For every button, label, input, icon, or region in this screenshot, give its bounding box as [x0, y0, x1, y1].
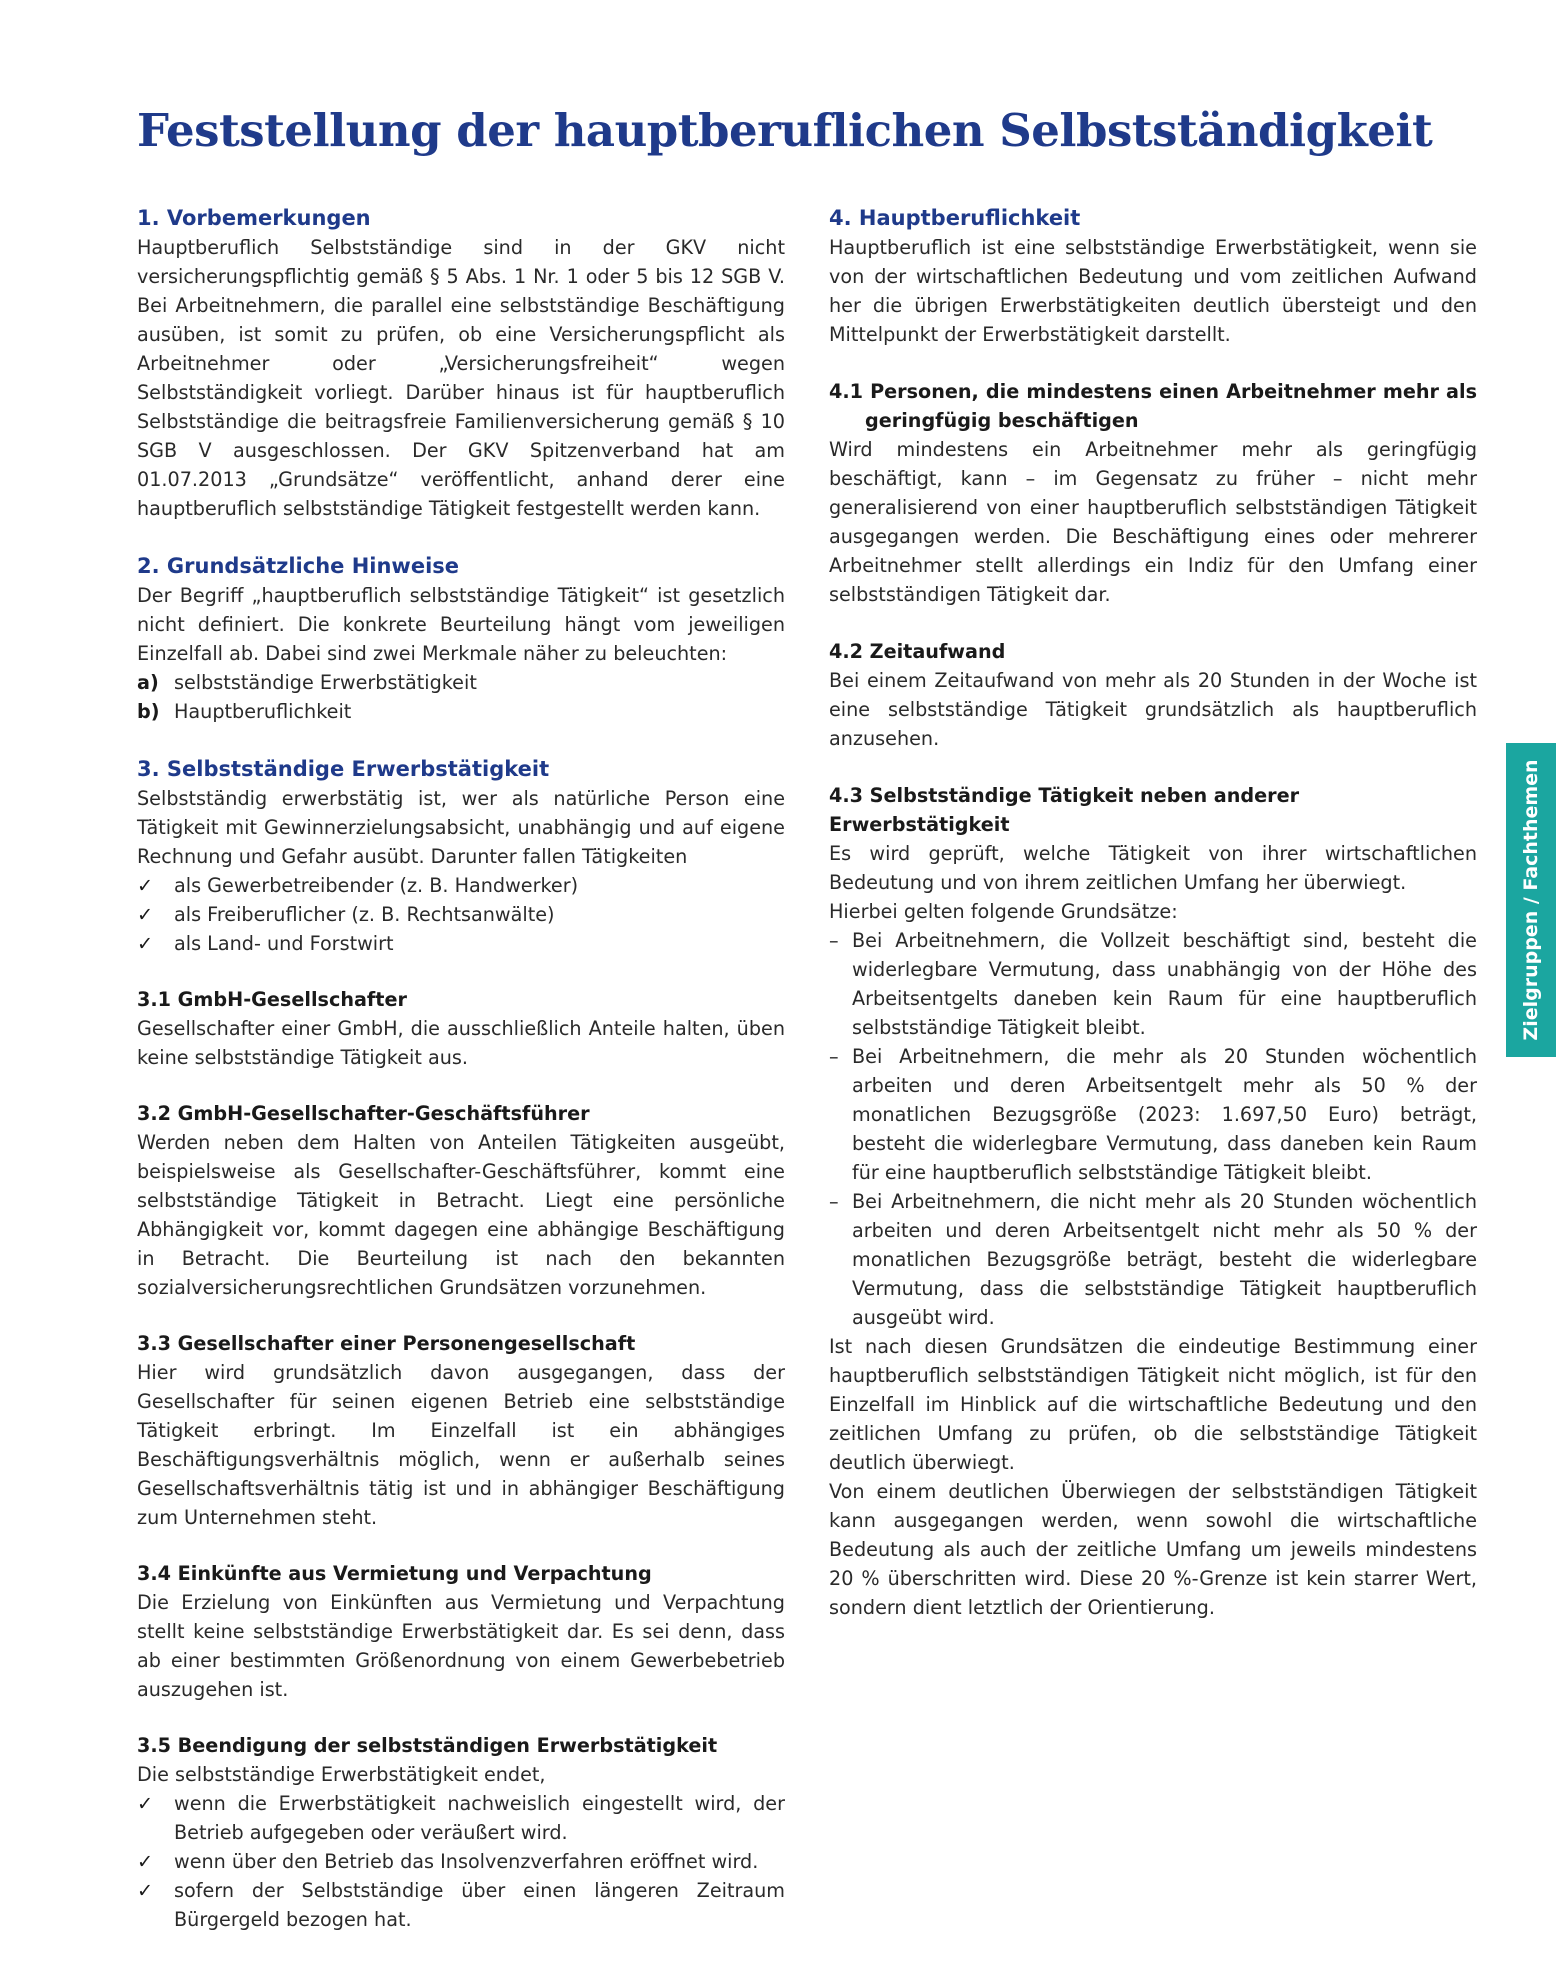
page-title: Feststellung der hauptberuflichen Selbstständigkeit: [137, 104, 1433, 157]
list-item-label: Hauptberuflichkeit: [174, 700, 352, 723]
heading-arbeitnehmer-beschaeftigen: 4.1 Personen, die mindestens einen Arbeitnehmer mehr als geringfügig beschäftigen: [829, 380, 1477, 432]
heading-zeitaufwand: 4.2 Zeitaufwand: [829, 640, 1006, 663]
list-item: [137, 697, 785, 726]
heading-vermietung-verpachtung: 3.4 Einkünfte aus Vermietung und Verpachtung: [137, 1562, 652, 1585]
text-einzelfallpruefung: Ist nach diesen Grundsätzen die eindeutige Bestimmung einer hauptberuflich selbstständigen Tätigkeit nicht möglich, ist für den Einzelfall im Hinblick auf die wirtschaftliche Bedeutung und den zeitlichen Umfang zu prüfen, ob die selbstständige Tätigkeit deutlich überwiegt.: [829, 1335, 1477, 1474]
heading-vorbemerkungen: 1. Vorbemerkungen: [137, 206, 371, 230]
text-grundsaetzliche-hinweise: Der Begriff „hauptberuflich selbstständige Tätigkeit“ ist gesetzlich nicht definiert. Die konkrete Beurteilung hängt vom jeweiligen Einzelfall ab. Dabei sind zwei Merkmale näher zu beleuchten:: [137, 584, 785, 665]
side-tab[interactable]: [1506, 743, 1556, 1057]
checklist-item-label: als Land- und Forstwirt: [174, 932, 394, 955]
heading-neben-anderer-erwerbstaetigkeit: 4.3 Selbstständige Tätigkeit neben anderer Erwerbstätigkeit: [829, 784, 1300, 836]
list-item: [829, 926, 1477, 1042]
left-column: [137, 203, 785, 1934]
heading-selbststaendige-erwerbstaetigkeit: 3. Selbstständige Erwerbstätigkeit: [137, 757, 550, 781]
list-item: [137, 668, 785, 697]
checklist-item: [137, 1847, 785, 1876]
grundsaetze-intro: Hierbei gelten folgende Grundsätze:: [829, 900, 1178, 923]
list-item-label: Bei Arbeitnehmern, die nicht mehr als 20 Stunden wöchentlich arbeiten und deren Arbeitsentgelt nicht mehr als 50 % der monatlichen Bezugsgröße beträgt, besteht die widerlegbare Vermutung, dass die selbstständige Tätigkeit hauptberuflich ausgeübt wird.: [852, 1190, 1477, 1329]
heading-beendigung: 3.5 Beendigung der selbstständigen Erwerbstätigkeit: [137, 1734, 718, 1757]
list-item: [829, 1042, 1477, 1187]
text-arbeitnehmer-beschaeftigen: Wird mindestens ein Arbeitnehmer mehr als geringfügig beschäftigt, kann – im Gegensatz zu früher – nicht mehr generalisierend von einer hauptberuflich selbstständigen Tätigkeit ausgegangen werden. Die Beschäftigung eines oder mehrerer Arbeitnehmer stellt allerdings ein Indiz für den Umfang einer selbstständigen Tätigkeit dar.: [829, 438, 1477, 606]
taetigkeiten-checklist: [137, 871, 785, 958]
merkmale-list: [137, 668, 785, 726]
checklist-item: [137, 929, 785, 958]
check-icon: ✓: [137, 1879, 154, 1902]
text-selbststaendige-erwerbstaetigkeit: Selbstständig erwerbstätig ist, wer als natürliche Person eine Tätigkeit mit Gewinnerzielungsabsicht, unabhängig und auf eigene Rechnung und Gefahr ausübt. Darunter fallen Tätigkeiten: [137, 787, 785, 868]
text-vermietung-verpachtung: Die Erzielung von Einkünften aus Vermietung und Verpachtung stellt keine selbstständige Erwerbstätigkeit dar. Es sei denn, dass ab einer bestimmten Größenordnung von einem Gewerbebetrieb auszugehen ist.: [137, 1591, 785, 1701]
checklist-item-label: als Gewerbetreibender (z. B. Handwerker): [174, 874, 579, 897]
checklist-item: [137, 1876, 785, 1934]
right-column: [829, 203, 1477, 1622]
text-zeitaufwand: Bei einem Zeitaufwand von mehr als 20 Stunden in der Woche ist eine selbstständige Tätigkeit grundsätzlich als hauptberuflich anzusehen.: [829, 669, 1477, 750]
list-item-label: Bei Arbeitnehmern, die mehr als 20 Stunden wöchentlich arbeiten und deren Arbeitsentgelt mehr als 50 % der monatlichen Bezugsgröße (2023: 1.697,50 Euro) beträgt, besteht die widerlegbare Vermutung, dass daneben kein Raum für eine hauptberuflich selbstständige Tätigkeit bleibt.: [852, 1045, 1477, 1184]
heading-gmbh-gesellschafter: 3.1 GmbH-Gesellschafter: [137, 988, 407, 1011]
dash-marker: –: [829, 929, 839, 952]
checklist-item: [137, 1789, 785, 1847]
text-beendigung: Die selbstständige Erwerbstätigkeit endet,: [137, 1763, 546, 1786]
checklist-item-label: sofern der Selbstständige über einen längeren Zeitraum Bürgergeld bezogen hat.: [174, 1879, 785, 1931]
checklist-item-label: wenn über den Betrieb das Insolvenzverfahren eröffnet wird.: [174, 1850, 759, 1873]
check-icon: ✓: [137, 1792, 154, 1815]
check-icon: ✓: [137, 932, 154, 955]
checklist-item-label: als Freiberuflicher (z. B. Rechtsanwälte): [174, 903, 555, 926]
beendigung-checklist: [137, 1789, 785, 1934]
text-vorbemerkungen: Hauptberuflich Selbstständige sind in der GKV nicht versicherungspflichtig gemäß § 5 Abs. 1 Nr. 1 oder 5 bis 12 SGB V. Bei Arbeitnehmern, die parallel eine selbstständige Beschäftigung ausüben, ist somit zu prüfen, ob eine Versicherungspflicht als Arbeitnehmer oder „Versicherungsfreiheit“ wegen Selbstständigkeit vorliegt. Darüber hinaus ist für hauptberuflich Selbstständige die beitragsfreie Familienversicherung gemäß § 10 SGB V ausgeschlossen. Der GKV Spitzenverband hat am 01.07.2013 „Grundsätze“ veröffentlicht, anhand derer eine hauptberuflich selbstständige Tätigkeit festgestellt werden kann.: [137, 236, 785, 520]
list-marker: a): [137, 671, 159, 694]
side-tab-label: Zielgruppen / Fachthemen: [1520, 759, 1542, 1041]
dash-marker: –: [829, 1045, 839, 1068]
text-deutliches-ueberwiegen: Von einem deutlichen Überwiegen der selbstständigen Tätigkeit kann ausgegangen werden, wenn sowohl die wirtschaftliche Bedeutung als auch der zeitliche Umfang um jeweils mindestens 20 % überschritten wird. Diese 20 %-Grenze ist kein starrer Wert, sondern dient letztlich der Orientierung.: [829, 1480, 1477, 1619]
heading-hauptberuflichkeit: 4. Hauptberuflichkeit: [829, 206, 1081, 230]
check-icon: ✓: [137, 874, 154, 897]
check-icon: ✓: [137, 903, 154, 926]
text-gesellschafter-geschaeftsfuehrer: Werden neben dem Halten von Anteilen Tätigkeiten ausgeübt, beispielsweise als Gesellschafter-Geschäftsführer, kommt eine selbstständige Tätigkeit in Betracht. Liegt eine persönliche Abhängigkeit vor, kommt dagegen eine abhängige Beschäftigung in Betracht. Die Beurteilung ist nach den bekannten sozialversicherungsrechtlichen Grundsätzen vorzunehmen.: [137, 1131, 785, 1299]
heading-grundsaetzliche-hinweise: 2. Grundsätzliche Hinweise: [137, 554, 460, 578]
heading-personengesellschaft: 3.3 Gesellschafter einer Personengesellschaft: [137, 1332, 636, 1355]
check-icon: ✓: [137, 1850, 154, 1873]
dash-marker: –: [829, 1190, 839, 1213]
text-neben-anderer-erwerbstaetigkeit: Es wird geprüft, welche Tätigkeit von ihrer wirtschaftlichen Bedeutung und von ihrem zeitlichen Umfang her überwiegt.: [829, 842, 1477, 894]
list-item-label: selbstständige Erwerbstätigkeit: [174, 671, 477, 694]
checklist-item: [137, 871, 785, 900]
grundsaetze-list: [829, 926, 1477, 1332]
checklist-item-label: wenn die Erwerbstätigkeit nachweislich eingestellt wird, der Betrieb aufgegeben oder veräußert wird.: [174, 1792, 785, 1844]
list-marker: b): [137, 700, 160, 723]
text-gmbh-gesellschafter: Gesellschafter einer GmbH, die ausschließlich Anteile halten, üben keine selbstständige Tätigkeit aus.: [137, 1017, 785, 1069]
text-personengesellschaft: Hier wird grundsätzlich davon ausgegangen, dass der Gesellschafter für seinen eigenen Betrieb eine selbstständige Tätigkeit erbringt. Im Einzelfall ist ein abhängiges Beschäftigungsverhältnis möglich, wenn er außerhalb seines Gesellschaftsverhältnis tätig ist und in abhängiger Beschäftigung zum Unternehmen steht.: [137, 1361, 785, 1529]
list-item-label: Bei Arbeitnehmern, die Vollzeit beschäftigt sind, besteht die widerlegbare Vermutung, dass unabhängig von der Höhe des Arbeitsentgelts daneben kein Raum für eine hauptberuflich selbstständige Tätigkeit bleibt.: [852, 929, 1477, 1039]
text-hauptberuflichkeit: Hauptberuflich ist eine selbstständige Erwerbstätigkeit, wenn sie von der wirtschaftlichen Bedeutung und vom zeitlichen Aufwand her die übrigen Erwerbstätigkeiten deutlich übersteigt und den Mittelpunkt der Erwerbstätigkeit darstellt.: [829, 236, 1477, 346]
checklist-item: [137, 900, 785, 929]
list-item: [829, 1187, 1477, 1332]
heading-gesellschafter-geschaeftsfuehrer: 3.2 GmbH-Gesellschafter-Geschäftsführer: [137, 1102, 590, 1125]
